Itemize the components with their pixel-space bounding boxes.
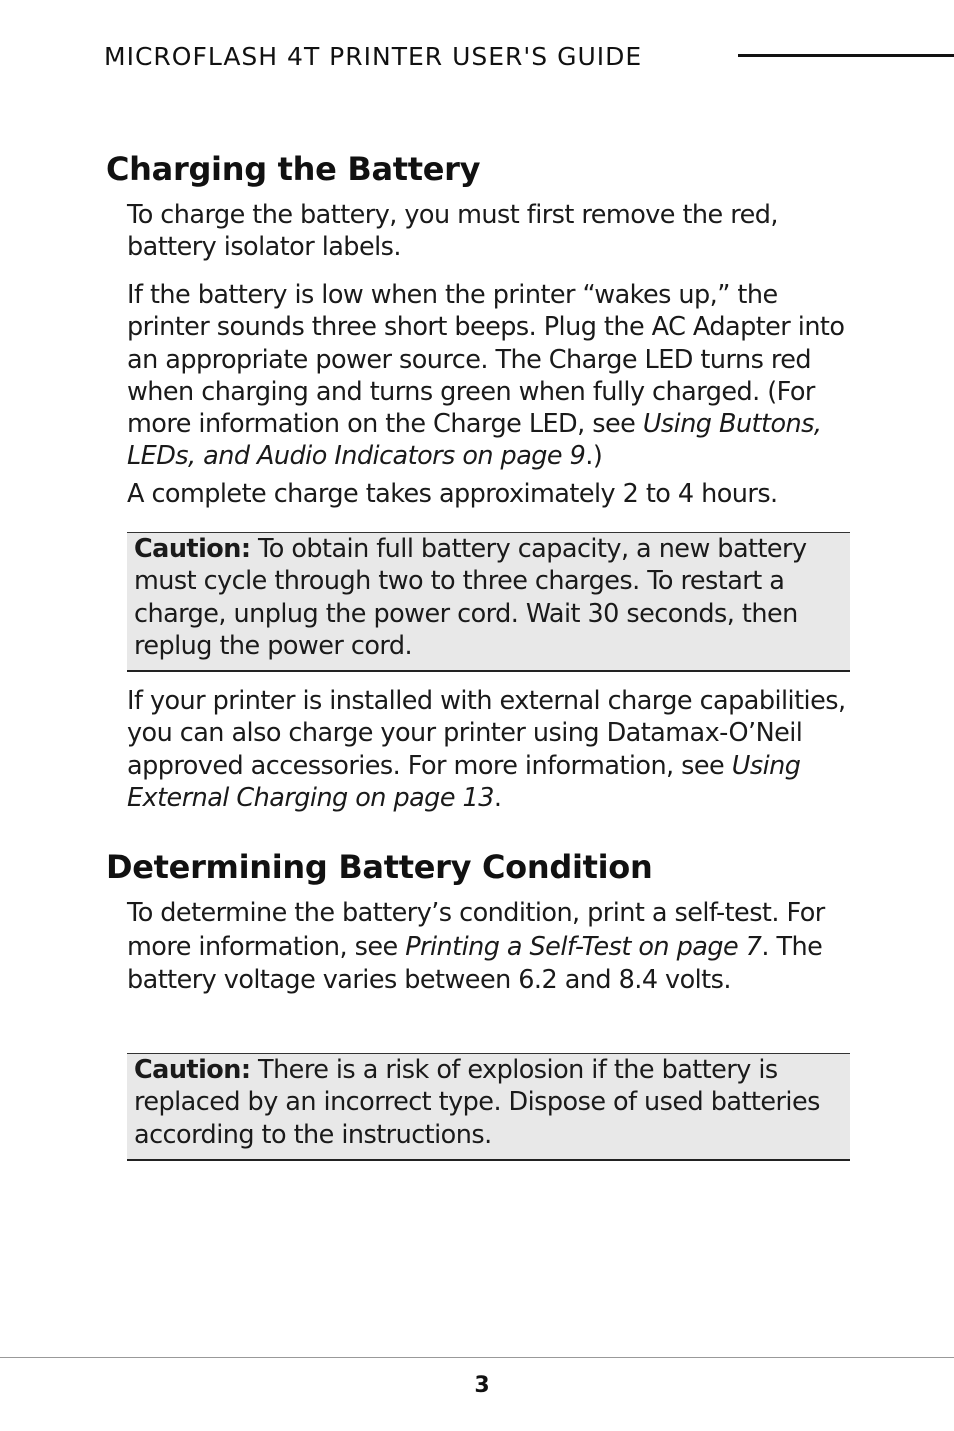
paragraph-low-battery-end: .) <box>585 441 603 472</box>
running-header: MICROFLASH 4T PRINTER USER'S GUIDE <box>104 42 643 71</box>
caution-label: Caution: <box>134 1055 251 1085</box>
header-rule <box>738 54 954 57</box>
caution-box-battery-capacity <box>127 532 850 672</box>
caution-body: To obtain full battery capacity, a new battery must cycle through two to three charges. To restart a charge, unplug the power cord. Wait 30 seconds, then replug the power cord. <box>134 534 807 661</box>
caution-text-explosion-risk <box>134 1054 840 1151</box>
section-heading-battery-condition: Determining Battery Condition <box>106 848 653 886</box>
paragraph-external-charging-end: . <box>493 782 502 813</box>
paragraph-low-battery <box>127 279 852 473</box>
paragraph-charge-time: A complete charge takes approximately 2 to 4 hours. <box>127 479 778 509</box>
paragraph-low-battery-text: If the battery is low when the printer “wakes up,” the printer sounds three short beeps. Plug the AC Adapter into an appropriate power source. The Charge LED turns red when charging and turns green when fully charged. (For more information on the Charge LED, see <box>127 280 845 440</box>
paragraph-remove-labels: To charge the battery, you must first remove the red, battery isolator labels. <box>127 200 778 263</box>
caution-body: There is a risk of explosion if the battery is replaced by an incorrect type. Dispose of used batteries according to the instructions. <box>134 1055 820 1150</box>
section-heading-charging: Charging the Battery <box>106 150 481 188</box>
caution-box-explosion-risk <box>127 1053 850 1161</box>
paragraph-battery-condition <box>127 897 852 998</box>
link-buttons-leds-audio[interactable]: Using Buttons, LEDs, and Audio Indicators on page 9 <box>127 409 822 472</box>
paragraph-battery-condition-text: To determine the battery’s condition, print a self-test. For more information, see <box>127 898 825 962</box>
link-external-charging[interactable]: Using External Charging on page 13 <box>127 750 801 813</box>
caution-text-battery-capacity <box>134 533 840 662</box>
page-number: 3 <box>474 1373 490 1398</box>
footer-rule <box>0 1357 954 1358</box>
paragraph-external-charging-text: If your printer is installed with external charge capabilities, you can also charge your printer using Datamax-O’Neil approved accessories. For more information, see <box>127 686 846 781</box>
paragraph-external-charging <box>127 685 852 814</box>
link-printing-self-test[interactable]: Printing a Self-Test on page 7 <box>405 931 762 962</box>
paragraph-battery-condition-end: . The battery voltage varies between 6.2 and 8.4 volts. <box>127 931 823 995</box>
caution-label: Caution: <box>134 534 251 564</box>
